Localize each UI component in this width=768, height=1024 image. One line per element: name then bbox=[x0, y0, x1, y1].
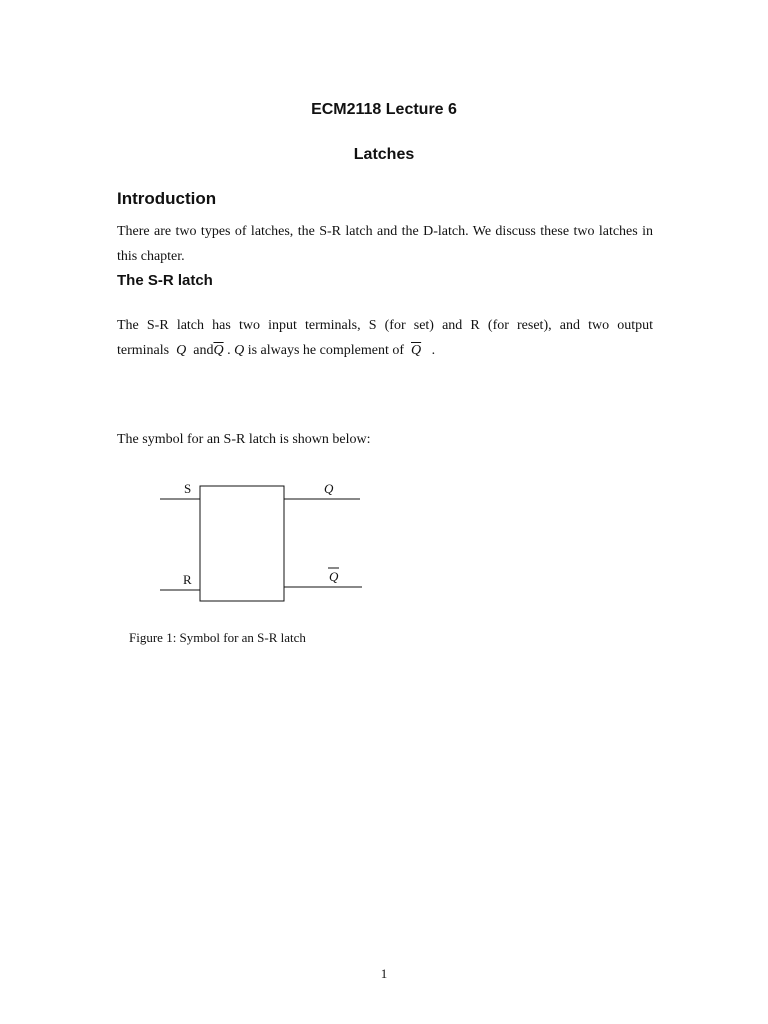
symbol-q-bar: $\overline{Q}$ bbox=[213, 343, 224, 358]
label-r: R bbox=[183, 572, 192, 587]
label-s: S bbox=[184, 481, 192, 496]
page-number: 1 bbox=[380, 966, 388, 981]
latch-box bbox=[200, 486, 284, 601]
text-separator: . bbox=[227, 343, 231, 358]
symbol-q: Q bbox=[176, 343, 187, 358]
document-subtitle: Latches bbox=[353, 146, 415, 163]
document-title: ECM2118 Lecture 6 bbox=[311, 101, 457, 118]
introduction-paragraph: There are two types of latches, the S-R latch and the D-latch. We discuss these two latches in this chapter. bbox=[117, 224, 653, 264]
text-complement: is always he complement of bbox=[247, 343, 404, 358]
label-q-bar: Q bbox=[329, 569, 339, 584]
sr-latch-paragraph-line-2 bbox=[117, 343, 435, 359]
symbol-q-bar-second: $\overline{Q}$ bbox=[411, 343, 422, 358]
label-q: Q bbox=[324, 481, 334, 496]
section-heading-introduction: Introduction bbox=[117, 189, 217, 208]
text-terminals: terminals bbox=[117, 343, 170, 358]
text-period: . bbox=[431, 343, 436, 358]
symbol-q-second: Q bbox=[234, 343, 245, 358]
figure-caption: Figure 1: Symbol for an S-R latch bbox=[129, 630, 306, 645]
text-and: and bbox=[193, 343, 214, 358]
section-heading-sr-latch: The S-R latch bbox=[117, 272, 213, 289]
sr-latch-paragraph-line-1: The S-R latch has two input terminals, S (for set) and R (for reset), and two output bbox=[117, 318, 653, 333]
sr-latch-symbol-diagram bbox=[150, 476, 380, 608]
symbol-intro-text: The symbol for an S-R latch is shown below: bbox=[117, 432, 371, 447]
